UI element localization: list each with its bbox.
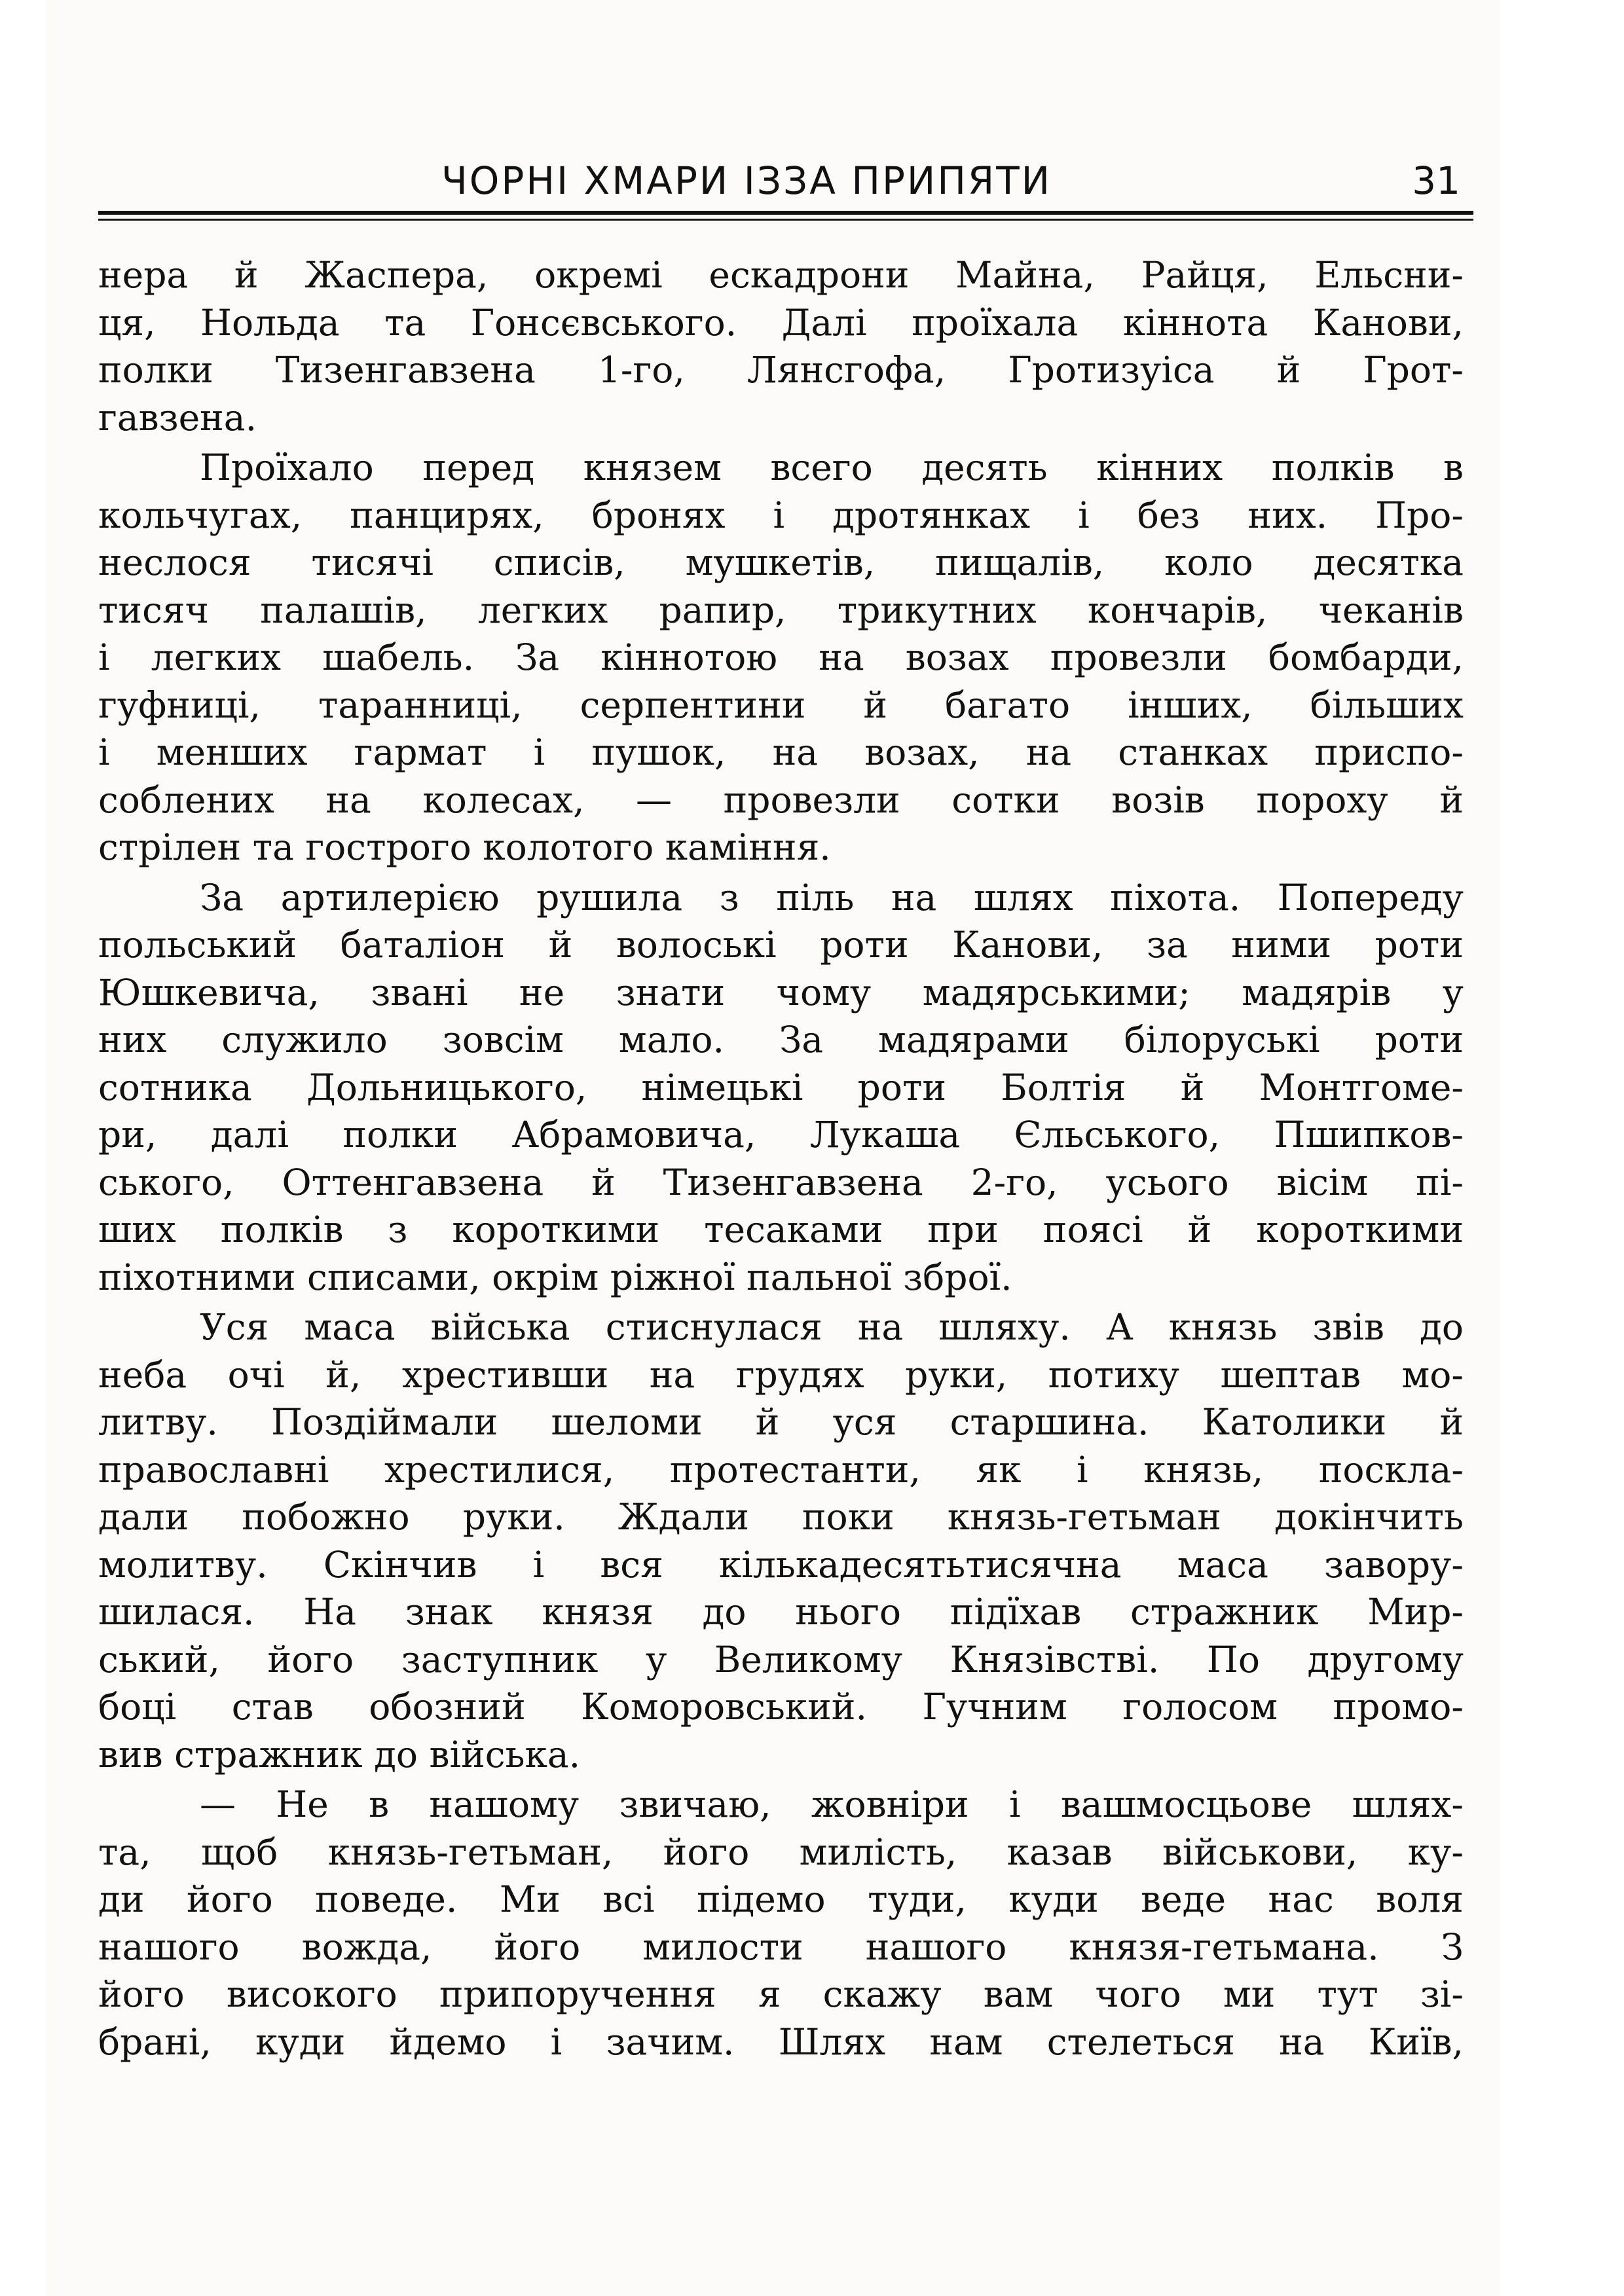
paragraph: [98, 1781, 1464, 2066]
text-line: сотника Дольницького, німецькі роти Болтія й Монтгоме-: [98, 1066, 1464, 1108]
text-line: — Не в нашому звичаю, жовніри і вашмосцьове шлях-: [200, 1783, 1464, 1825]
text-line: неслося тисячі списів, мушкетів, пищалів, коло десятка: [98, 541, 1464, 583]
text-line: дали побожно руки. Ждали поки князь-гетьман докінчить: [98, 1496, 1464, 1538]
text-line: ський, його заступник у Великому Князівстві. По другому: [98, 1638, 1464, 1681]
text-line: і менших гармат і пушок, на возах, на станках приспо-: [98, 731, 1464, 773]
header-rule-thin: [98, 219, 1473, 221]
running-title: ЧОРНІ ХМАРИ ІЗЗА ПРИПЯТИ: [441, 158, 1052, 203]
text-line: нера й Жаспера, окремі ескадрони Майна, Райця, Ельсни-: [98, 254, 1464, 296]
text-line: шилася. На знак князя до нього підїхав стражник Мир-: [98, 1591, 1464, 1633]
text-line: піхотними списами, окрім ріжної пальної зброї.: [98, 1256, 1012, 1298]
text-line: православні хрестилися, протестанти, як і князь, поскла-: [98, 1448, 1464, 1491]
text-line: них служило зовсім мало. За мадярами білоруські роти: [98, 1019, 1464, 1061]
text-line: нашого вожда, його милости нашого князя-гетьмана. З: [98, 1925, 1464, 1968]
paragraph: [98, 251, 1464, 441]
text-line: ця, Нольда та Гонсєвського. Далі проїхала кіннота Канови,: [98, 301, 1464, 344]
text-line: ших полків з короткими тесаками при поясі й короткими: [98, 1209, 1464, 1250]
text-line: польський баталіон й волоські роти Канови, за ними роти: [98, 924, 1464, 966]
text-line: ри, далі полки Абрамовича, Лукаша Єльського, Пшипков-: [98, 1114, 1464, 1156]
text-line: стрілен та гострого колотого каміння.: [98, 826, 831, 868]
paragraph: [98, 1303, 1464, 1778]
page-header: [98, 155, 1473, 220]
paragraph: [98, 874, 1464, 1302]
book-page: [46, 0, 1500, 2296]
header-rule-thick: [98, 211, 1473, 215]
text-line: ського, Оттенгавзена й Тизенгавзена 2-го, усього вісім пі-: [98, 1161, 1464, 1203]
text-line: полки Тизенгавзена 1-го, Лянсгофа, Гротизуіса й Грот-: [98, 349, 1464, 391]
text-line: За артилерією рушила з піль на шлях піхота. Попереду: [200, 876, 1464, 919]
text-line: кольчугах, панцирях, бронях і дротянках і без них. Про-: [98, 494, 1464, 536]
paragraph: [98, 444, 1464, 871]
text-line: брані, куди йдемо і зачим. Шлях нам стелеться на Київ,: [98, 2020, 1464, 2063]
text-line: ди його поведе. Ми всі підемо туди, куди веде нас воля: [98, 1878, 1464, 1920]
text-line: гуфниці, таранниці, серпентини й багато інших, більших: [98, 683, 1464, 726]
text-line: неба очі й, хрестивши на грудях руки, потиху шептав мо-: [98, 1353, 1464, 1396]
text-line: та, щоб князь-гетьман, його милість, казав військови, ку-: [98, 1831, 1464, 1873]
text-line: його високого припоручення я скажу вам чого ми тут зі-: [98, 1973, 1464, 2015]
text-line: гавзена.: [98, 396, 257, 439]
text-line: литву. Поздіймали шеломи й уся старшина. Католики й: [98, 1401, 1464, 1443]
text-line: і легких шабель. За кіннотою на возах провезли бомбарди,: [98, 636, 1464, 678]
text-line: боці став обозний Коморовський. Гучним голосом промо-: [98, 1686, 1464, 1728]
page-number: 31: [1412, 158, 1460, 203]
text-line: соблених на колесах, — провезли сотки возів пороху й: [98, 778, 1464, 821]
text-line: молитву. Скінчив і вся кількадесятьтисячна маса завору-: [98, 1543, 1464, 1586]
body-text: [98, 251, 1464, 2068]
text-line: вив стражник до війська.: [98, 1733, 581, 1776]
text-line: Проїхало перед князем всего десять кінних полків в: [200, 446, 1464, 488]
text-line: Юшкевича, звані не знати чому мадярськими; мадярів у: [98, 971, 1464, 1013]
text-line: Уся маса війська стиснулася на шляху. А князь звів до: [200, 1306, 1464, 1348]
text-line: тисяч палашів, легких рапир, трикутних кончарів, чеканів: [98, 589, 1464, 631]
